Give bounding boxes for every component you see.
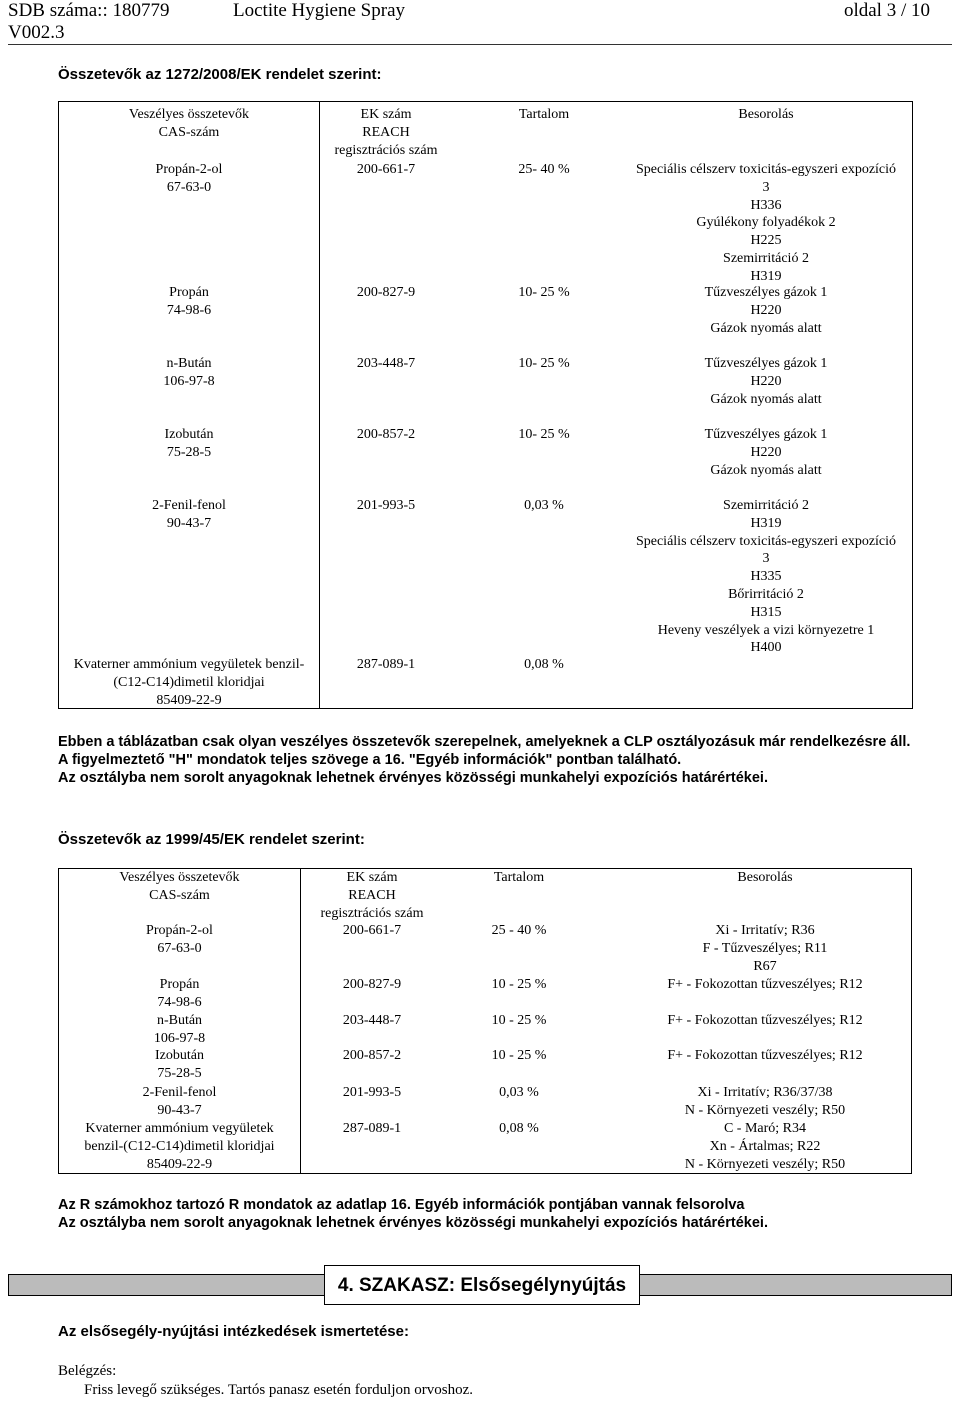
classification-line: F - Tűzveszélyes; R11 xyxy=(702,940,828,956)
ingredient-name-line: n-Bután xyxy=(156,1013,203,1028)
ec-number: 287-089-1 xyxy=(342,1121,402,1136)
ingredient-name-line: (C12-C14)dimetil kloridjai xyxy=(113,674,265,690)
version-label: V002.3 xyxy=(8,22,65,43)
classification-line: H225 xyxy=(750,233,782,249)
head-ingredient xyxy=(58,869,301,905)
ingredient-name-line: 90-43-7 xyxy=(157,1102,202,1118)
classification-line: Gázok nyomás alatt xyxy=(710,462,822,478)
classification-line: Xn - Ártalmas; R22 xyxy=(709,1138,821,1154)
sdb-number: SDB száma:: 180779 xyxy=(8,0,170,21)
ec-number: 200-857-2 xyxy=(342,1048,402,1063)
s1-note: A figyelmeztető "H" mondatok teljes szövege a 16. "Egyéb információk" pontban található. xyxy=(58,752,682,768)
classification-line: F+ - Fokozottan tűzveszélyes; R12 xyxy=(667,1048,863,1063)
ingredient-name xyxy=(58,1012,301,1048)
ingredient-name xyxy=(58,426,320,462)
classification-line: H319 xyxy=(750,268,782,284)
inhalation-text: Friss levegő szükséges. Tartós panasz esetén forduljon orvoshoz. xyxy=(84,1382,474,1398)
ec-number: 203-448-7 xyxy=(356,356,416,371)
head-ec-number-line: regisztrációs szám xyxy=(320,905,424,921)
content-value: 10- 25 % xyxy=(518,285,570,300)
ingredient-name-line: n-Bután xyxy=(166,356,212,371)
classification-line: F+ - Fokozottan tűzveszélyes; R12 xyxy=(667,977,863,992)
ingredient-name-line: 67-63-0 xyxy=(166,179,212,195)
classification-line: 3 xyxy=(762,179,770,195)
ingredient-name-line: Kvaterner ammónium vegyületek benzil- xyxy=(73,657,305,672)
classification-line: 3 xyxy=(762,551,770,567)
classification-line: Tűzveszélyes gázok 1 xyxy=(704,427,828,442)
head-ec-number xyxy=(312,869,432,922)
ingredient-name-line: 2-Fenil-fenol xyxy=(142,1085,217,1100)
classification xyxy=(612,284,920,337)
head-ec-number-line: EK szám xyxy=(360,107,412,122)
ingredient-name-line: Propán-2-ol xyxy=(146,923,213,938)
ingredient-name-line: 74-98-6 xyxy=(157,994,202,1010)
content-value: 10 - 25 % xyxy=(491,1013,547,1028)
classification xyxy=(620,1047,910,1065)
head-ec-number-line: REACH xyxy=(362,124,410,140)
ingredient-name-line: 75-28-5 xyxy=(157,1065,202,1081)
head-classification: Besorolás xyxy=(738,107,794,122)
classification-line: Speciális célszerv toxicitás-egyszeri expozíció xyxy=(635,162,897,177)
ingredient-name-line: Propán-2-ol xyxy=(155,162,223,177)
classification xyxy=(620,1012,910,1030)
ingredient-name-line: Izobután xyxy=(155,1048,204,1063)
classification-line: Heveny veszélyek a vizi környezetre 1 xyxy=(657,622,875,638)
section2-title: Összetevők az 1999/45/EK rendelet szerint: xyxy=(58,831,365,848)
ingredient-name xyxy=(58,922,301,958)
classification-line: C - Maró; R34 xyxy=(723,1121,807,1136)
classification-line: Szemirritáció 2 xyxy=(723,250,809,266)
head-content: Tartalom xyxy=(518,107,570,122)
s1-note: Ebben a táblázatban csak olyan veszélyes összetevők szerepelnek, amelyeknek a CLP osztályozásuk már rendelkezésre áll. xyxy=(58,734,911,750)
classification-line: Speciális célszerv toxicitás-egyszeri expozíció xyxy=(635,533,897,549)
classification-line: H400 xyxy=(750,640,782,656)
page-indicator: oldal 3 / 10 xyxy=(843,0,930,21)
head-ec-number xyxy=(330,106,442,159)
classification xyxy=(620,922,910,975)
classification-line: N - Környezeti veszély; R50 xyxy=(684,1102,846,1118)
ingredient-name-line: Izobután xyxy=(164,427,214,442)
classification-line: H220 xyxy=(750,373,782,389)
ec-number: 287-089-1 xyxy=(356,657,416,672)
classification-line: Szemirritáció 2 xyxy=(723,498,809,513)
s2-note: Az osztályba nem sorolt anyagoknak lehetnek érvényes közösségi munkahelyi expozíciós határértékei. xyxy=(58,1215,768,1231)
classification-line: H336 xyxy=(750,197,782,213)
ingredient-name-line: 106-97-8 xyxy=(163,373,215,389)
s2-notes xyxy=(58,1196,938,1232)
ingredient-name xyxy=(58,497,320,533)
ingredient-name-line: 85409-22-9 xyxy=(146,1156,213,1172)
ingredient-name xyxy=(58,284,320,320)
classification xyxy=(612,497,920,657)
content-value: 10 - 25 % xyxy=(491,1048,547,1063)
head-ingredient-line: CAS-szám xyxy=(149,887,210,903)
classification-line: H220 xyxy=(750,302,782,318)
head-ec-number-line: REACH xyxy=(348,887,396,903)
classification-line: R67 xyxy=(753,958,777,974)
content-value: 10- 25 % xyxy=(518,427,570,442)
ec-number: 200-827-9 xyxy=(342,977,402,992)
content-value: 0,03 % xyxy=(524,498,564,513)
classification xyxy=(612,355,920,408)
ingredient-name xyxy=(58,656,320,709)
first-aid-subtitle: Az elsősegély-nyújtási intézkedések ismertetése: xyxy=(58,1323,409,1340)
classification-line: Xi - Irritatív; R36/37/38 xyxy=(697,1085,833,1100)
classification-line: Xi - Irritatív; R36 xyxy=(715,923,815,938)
content-value: 25- 40 % xyxy=(518,162,570,177)
classification-line: Tűzveszélyes gázok 1 xyxy=(704,356,828,371)
head-content: Tartalom xyxy=(493,870,545,885)
ec-number: 201-993-5 xyxy=(356,498,416,513)
head-ec-number-line: EK szám xyxy=(346,870,398,885)
ingredient-name-line: 106-97-8 xyxy=(153,1030,206,1046)
s2-note: Az R számokhoz tartozó R mondatok az adatlap 16. Egyéb információk pontjában vannak felsorolva xyxy=(58,1197,745,1213)
inhalation-label: Belégzés: xyxy=(58,1363,117,1379)
classification-line: F+ - Fokozottan tűzveszélyes; R12 xyxy=(667,1013,863,1028)
ingredient-name-line: Kvaterner ammónium vegyületek xyxy=(85,1121,274,1136)
section1-title: Összetevők az 1272/2008/EK rendelet szerint: xyxy=(58,66,382,83)
section4-heading: 4. SZAKASZ: Elsősegélynyújtás xyxy=(324,1265,640,1305)
classification xyxy=(620,1084,910,1120)
ingredient-name xyxy=(58,1084,301,1120)
ingredient-name-line: Propán xyxy=(169,285,209,300)
ingredient-name-line: benzil-(C12-C14)dimetil kloridjai xyxy=(84,1138,275,1154)
ingredient-name-line: 2-Fenil-fenol xyxy=(152,498,226,513)
head-ingredient-line: Veszélyes összetevők xyxy=(119,870,240,885)
ec-number: 203-448-7 xyxy=(342,1013,402,1028)
content-value: 10- 25 % xyxy=(518,356,570,371)
ingredient-name-line: 90-43-7 xyxy=(166,515,212,531)
head-ingredient-line: CAS-szám xyxy=(158,124,220,140)
content-value: 0,08 % xyxy=(499,1121,539,1136)
ingredient-name-line: 67-63-0 xyxy=(157,940,202,956)
ec-number: 200-827-9 xyxy=(356,285,416,300)
head-ingredient xyxy=(58,106,320,142)
head-ingredient-line: Veszélyes összetevők xyxy=(128,107,250,122)
ingredient-name-line: Propán xyxy=(159,977,200,992)
classification xyxy=(612,161,920,286)
classification-line: Bőrirritáció 2 xyxy=(728,586,804,602)
classification xyxy=(612,426,920,479)
product-name: Loctite Hygiene Spray xyxy=(233,0,406,21)
content-value: 0,08 % xyxy=(524,657,564,672)
classification xyxy=(620,976,910,994)
ingredient-name-line: 74-98-6 xyxy=(166,302,212,318)
ingredient-name-line: 85409-22-9 xyxy=(156,692,222,708)
classification-line: N - Környezeti veszély; R50 xyxy=(684,1156,846,1172)
classification-line: H319 xyxy=(750,515,782,531)
content-value: 25 - 40 % xyxy=(491,923,547,938)
ingredient-name xyxy=(58,976,301,1012)
s1-note: Az osztályba nem sorolt anyagoknak lehetnek érvényes közösségi munkahelyi expozíciós határértékei. xyxy=(58,770,768,786)
ec-number: 200-661-7 xyxy=(342,923,402,938)
ec-number: 201-993-5 xyxy=(342,1085,402,1100)
ingredient-name-line: 75-28-5 xyxy=(166,444,212,460)
content-value: 0,03 % xyxy=(499,1085,539,1100)
ingredient-name xyxy=(58,161,320,197)
classification-line: Gázok nyomás alatt xyxy=(710,320,822,336)
head-ec-number-line: regisztrációs szám xyxy=(334,142,438,158)
classification xyxy=(620,1120,910,1173)
ec-number: 200-661-7 xyxy=(356,162,416,177)
classification-line: Tűzveszélyes gázok 1 xyxy=(704,285,828,300)
content-value: 10 - 25 % xyxy=(491,977,547,992)
classification-line: Gyúlékony folyadékok 2 xyxy=(696,215,836,231)
s1-notes xyxy=(58,733,938,787)
head-classification: Besorolás xyxy=(737,870,793,885)
header-divider xyxy=(8,44,952,45)
classification-line: H315 xyxy=(750,604,782,620)
ingredient-name xyxy=(58,1120,301,1173)
ingredient-name xyxy=(58,1047,301,1083)
classification-line: H220 xyxy=(750,444,782,460)
classification-line: Gázok nyomás alatt xyxy=(710,391,822,407)
ec-number: 200-857-2 xyxy=(356,427,416,442)
classification-line: H335 xyxy=(750,569,782,585)
ingredient-name xyxy=(58,355,320,391)
